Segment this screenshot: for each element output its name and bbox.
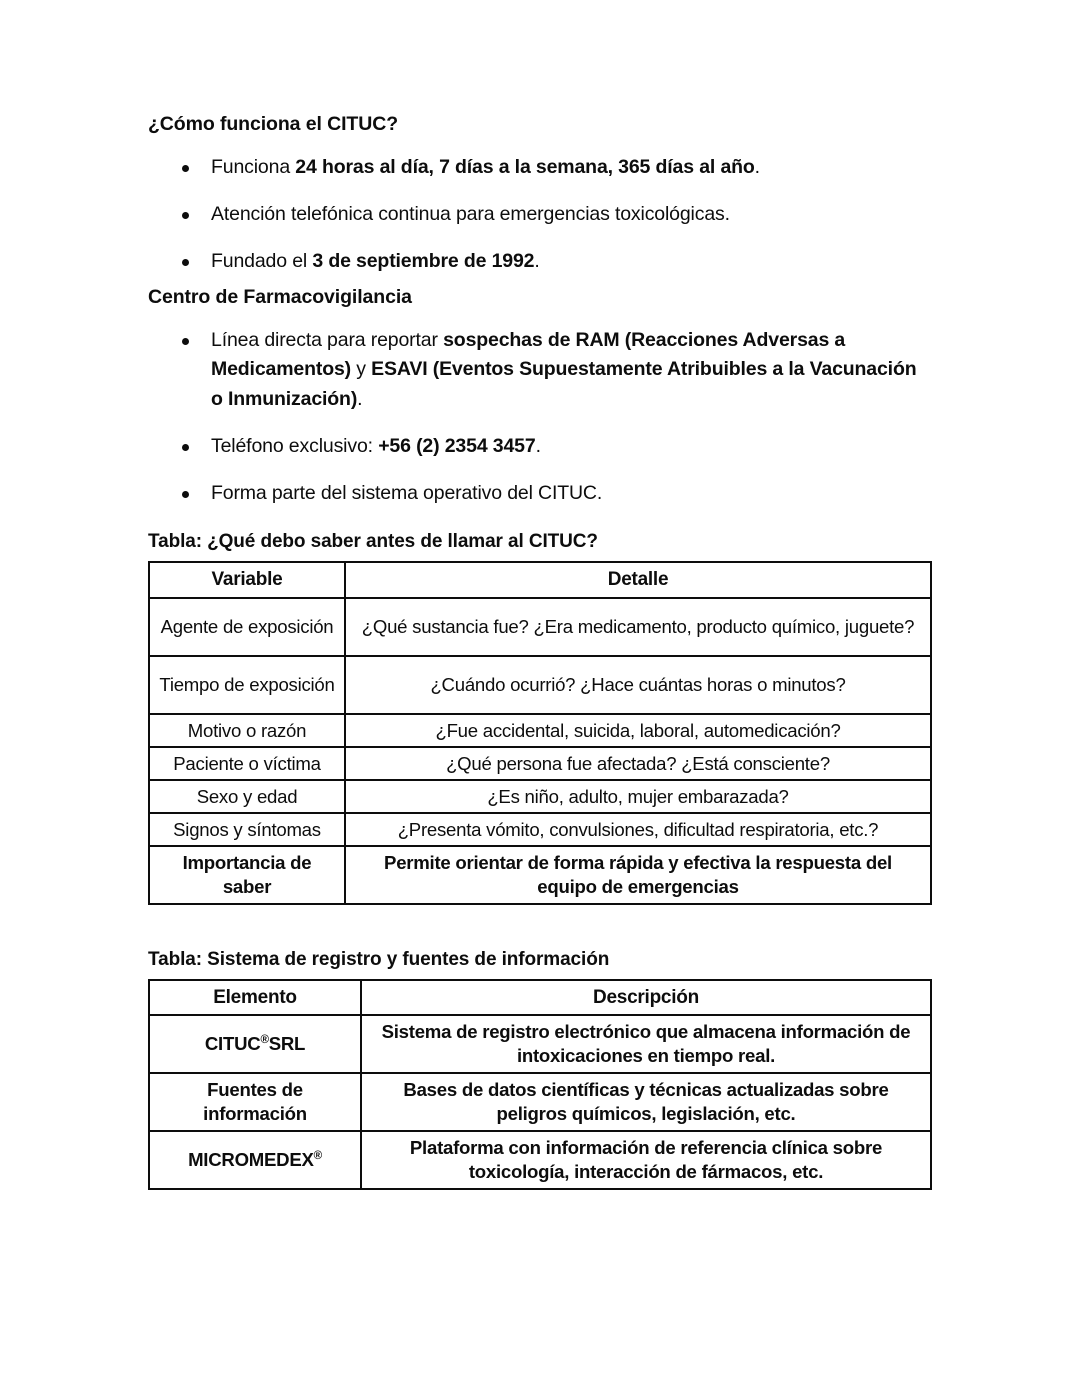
plain-text: Teléfono exclusivo: — [211, 434, 379, 457]
table-row — [149, 780, 931, 813]
section-heading-como-funciona: ¿Cómo funciona el CITUC? — [148, 113, 399, 135]
list-item — [148, 238, 930, 285]
table-cell: ¿Fue accidental, suicida, laboral, automedicación? — [345, 714, 931, 747]
table-que-debo-saber — [148, 561, 932, 905]
table-cell: Agente de exposición — [149, 598, 345, 656]
table-row — [149, 813, 931, 846]
table-row — [149, 1015, 931, 1073]
table-row — [149, 714, 931, 747]
table-cell: CITUC®SRL — [149, 1015, 361, 1073]
plain-text: . — [357, 387, 363, 410]
emphasis-text: ESAVI (Eventos Supuestamente Atribuibles a la Vacunación o Inmunización) — [211, 358, 917, 410]
plain-text: Forma parte del sistema operativo del CITUC. — [211, 482, 603, 505]
table-cell: ¿Qué persona fue afectada? ¿Está consciente? — [345, 747, 931, 780]
plain-text: Funciona — [211, 155, 296, 178]
table-cell: Sexo y edad — [149, 780, 345, 813]
document-content — [148, 112, 930, 1190]
plain-text: y — [351, 358, 372, 381]
table-cell: ¿Es niño, adulto, mujer embarazada? — [345, 780, 931, 813]
table-column-header: Elemento — [149, 980, 361, 1015]
table-cell: Permite orientar de forma rápida y efectiva la respuesta del equipo de emergencias — [345, 846, 931, 904]
table-cell: Plataforma con información de referencia clínica sobre toxicología, interacción de fármacos, etc. — [361, 1131, 931, 1189]
table-sistema-registro — [148, 979, 932, 1190]
table-column-header: Detalle — [345, 562, 931, 598]
bullet-list-farmacovigilancia — [148, 317, 930, 517]
table-cell: Tiempo de exposición — [149, 656, 345, 714]
emphasis-text: +56 (2) 2354 3457 — [378, 434, 536, 457]
list-item — [148, 191, 930, 238]
table-title-sistema-registro: Tabla: Sistema de registro y fuentes de información — [148, 949, 610, 971]
table-cell: Fuentes de información — [149, 1073, 361, 1131]
list-item — [148, 144, 930, 191]
table-cell: Bases de datos científicas y técnicas actualizadas sobre peligros químicos, legislación, etc. — [361, 1073, 931, 1131]
table-cell: ¿Cuándo ocurrió? ¿Hace cuántas horas o minutos? — [345, 656, 931, 714]
table-cell: ¿Qué sustancia fue? ¿Era medicamento, producto químico, juguete? — [345, 598, 931, 656]
table-row — [149, 747, 931, 780]
list-item — [148, 470, 930, 517]
table-cell: Importancia de saber — [149, 846, 345, 904]
plain-text: . — [534, 250, 540, 273]
bullet-list-como-funciona — [148, 144, 930, 286]
table-row — [149, 1073, 931, 1131]
list-item — [148, 423, 930, 470]
section-heading-farmacovigilancia: Centro de Farmacovigilancia — [148, 286, 412, 309]
list-item — [148, 317, 930, 423]
table-header-row — [149, 562, 931, 598]
table-title-que-debo-saber: Tabla: ¿Qué debo saber antes de llamar al CITUC? — [148, 531, 598, 553]
table-header-row — [149, 980, 931, 1015]
emphasis-text: sospechas de RAM (Reacciones Adversas a Medicamentos) — [211, 329, 846, 381]
table-cell: Paciente o víctima — [149, 747, 345, 780]
table-cell: Signos y síntomas — [149, 813, 345, 846]
table-row — [149, 846, 931, 904]
plain-text: . — [535, 434, 541, 457]
table-cell: Sistema de registro electrónico que almacena información de intoxicaciones en tiempo real. — [361, 1015, 931, 1073]
emphasis-text: 24 horas al día, 7 días a la semana, 365 días al año — [295, 155, 755, 178]
table-row — [149, 598, 931, 656]
registered-mark-icon: ® — [313, 1150, 322, 1163]
table-row — [149, 1131, 931, 1189]
registered-mark-icon: ® — [260, 1034, 269, 1047]
table-cell: Motivo o razón — [149, 714, 345, 747]
table-column-header: Variable — [149, 562, 345, 598]
emphasis-text: 3 de septiembre de 1992 — [312, 250, 535, 273]
plain-text: Fundado el — [211, 250, 313, 273]
plain-text: Atención telefónica continua para emergencias toxicológicas. — [211, 202, 730, 225]
plain-text: . — [754, 155, 760, 178]
table-row — [149, 656, 931, 714]
table-column-header: Descripción — [361, 980, 931, 1015]
table-cell: ¿Presenta vómito, convulsiones, dificultad respiratoria, etc.? — [345, 813, 931, 846]
table-cell: MICROMEDEX® — [149, 1131, 361, 1189]
plain-text: Línea directa para reportar — [211, 329, 444, 352]
